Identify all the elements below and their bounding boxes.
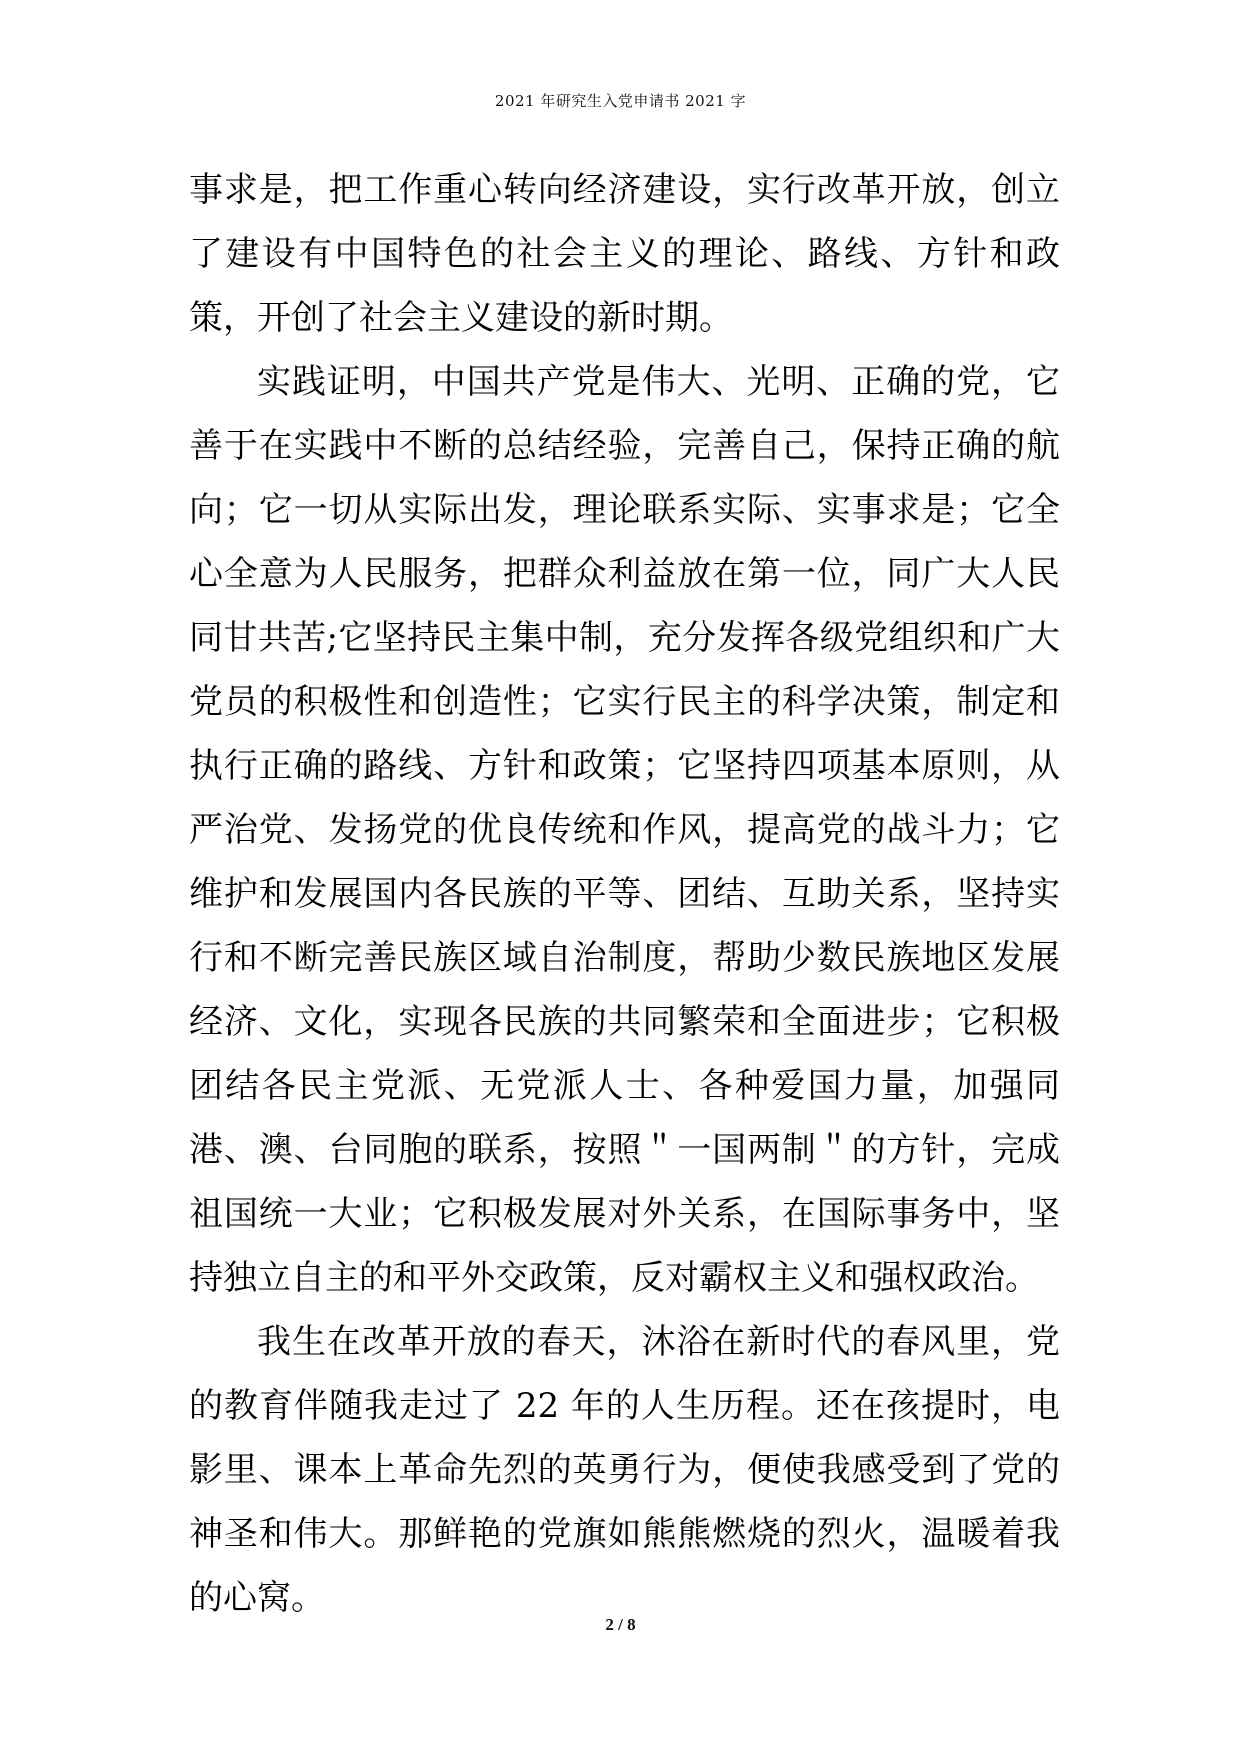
- page-header-title: 2021 年研究生入党申请书 2021 字: [494, 92, 747, 110]
- paragraph-1: 事求是，把工作重心转向经济建设，实行改革开放，创立了建设有中国特色的社会主义的理论、路线、方针和政策，开创了社会主义建设的新时期。: [189, 170, 1060, 338]
- paragraph-3: 我生在改革开放的春天，沐浴在新时代的春风里，党的教育伴随我走过了 22 年的人生历程。还在孩提时，电影里、课本上革命先烈的英勇行为，便使我感受到了党的神圣和伟大。那鲜艳的党旗如熊熊燃烧的烈火，温暖着我的心窝。: [189, 1322, 1060, 1618]
- paragraph-2: 实践证明，中国共产党是伟大、光明、正确的党，它善于在实践中不断的总结经验，完善自己，保持正确的航向；它一切从实际出发，理论联系实际、实事求是；它全心全意为人民服务，把群众利益放在第一位，同广大人民同甘共苦;它坚持民主集中制，充分发挥各级党组织和广大党员的积极性和创造性；它实行民主的科学决策，制定和执行正确的路线、方针和政策；它坚持四项基本原则，从严治党、发扬党的优良传统和作风，提高党的战斗力；它维护和发展国内各民族的平等、团结、互助关系，坚持实行和不断完善民族区域自治制度，帮助少数民族地区发展经济、文化，实现各民族的共同繁荣和全面进步；它积极团结各民主党派、无党派人士、各种爱国力量，加强同港、澳、台同胞的联系，按照＂一国两制＂的方针，完成祖国统一大业；它积极发展对外关系，在国际事务中，坚持独立自主的和平外交政策，反对霸权主义和强权政治。: [189, 362, 1060, 1298]
- page-number: 2 / 8: [605, 1615, 636, 1634]
- document-body: [189, 158, 1060, 1630]
